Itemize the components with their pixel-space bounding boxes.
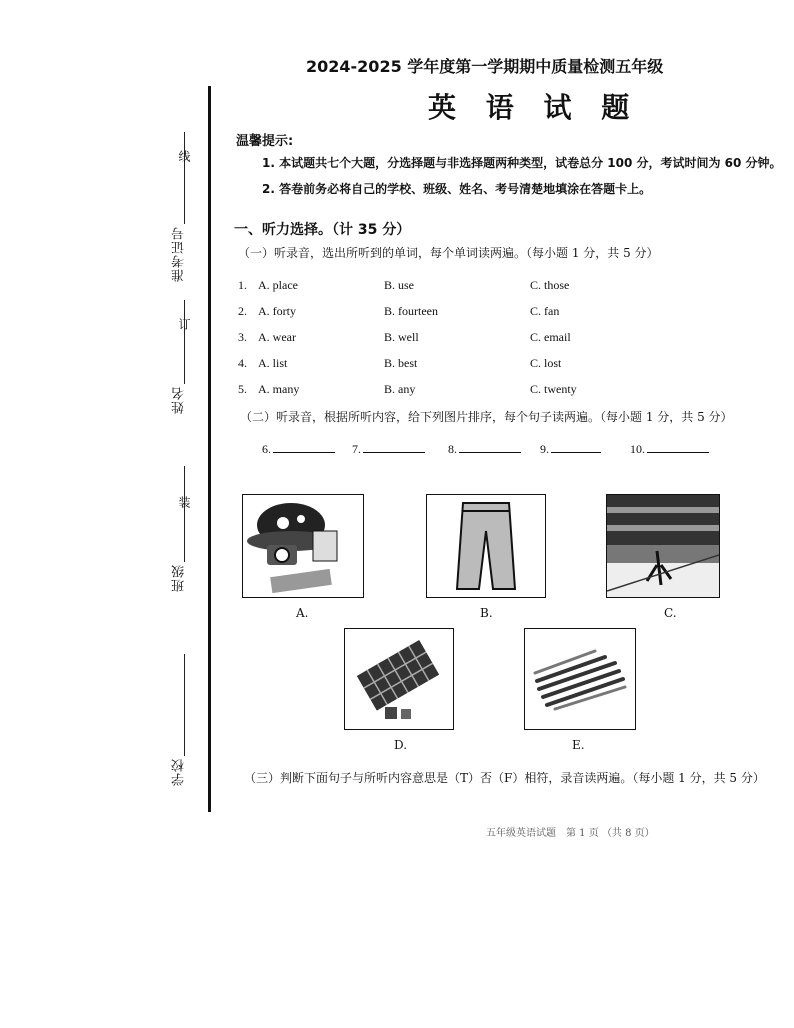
option-a: A. list — [258, 356, 288, 370]
option-b: B. any — [384, 382, 416, 396]
question-row — [238, 356, 598, 382]
tips-heading: 温馨提示: — [236, 134, 294, 149]
part3-instruction: （三）判断下面句子与所听内容意思是（T）否（F）相符，录音读两遍。（每小题 1 分，共 5 分） — [244, 771, 765, 785]
picture-c-crowd — [606, 494, 720, 598]
answer-blank-8[interactable]: 8. — [448, 442, 521, 457]
picture-d-chocolate — [344, 628, 454, 730]
option-c: C. twenty — [530, 382, 577, 396]
option-a: A. forty — [258, 304, 296, 318]
class-blank — [184, 466, 185, 562]
option-a: A. many — [258, 382, 300, 396]
hat-camera-icon — [243, 495, 363, 597]
name-blank — [184, 300, 185, 384]
question-row — [238, 382, 598, 408]
trousers-icon — [427, 495, 545, 597]
picture-e-sticks — [524, 628, 636, 730]
question-number: 2. — [238, 304, 247, 318]
option-b: B. fourteen — [384, 304, 438, 318]
picture-label-c: C. — [664, 606, 677, 620]
picture-a-hat-and-camera — [242, 494, 364, 598]
option-c: C. email — [530, 330, 571, 344]
tip-item-1: 1. 本试题共七个大题，分选择题与非选择题两种类型，试卷总分 100 分，考试时间为 60 分钟。 — [262, 156, 782, 170]
label-class: 班级 — [172, 564, 187, 592]
answer-blank-6[interactable]: 6. — [262, 442, 335, 457]
binding-line — [208, 86, 211, 812]
option-c: C. those — [530, 278, 570, 292]
option-c: C. fan — [530, 304, 560, 318]
picture-b-trousers — [426, 494, 546, 598]
option-c: C. lost — [530, 356, 562, 370]
picture-label-b: B. — [480, 606, 493, 620]
picture-label-a: A. — [296, 606, 309, 620]
exam-number-blank — [184, 132, 185, 224]
section-title: 一、听力选择。（计 35 分） — [234, 222, 411, 238]
option-b: B. best — [384, 356, 418, 370]
question-number: 4. — [238, 356, 247, 370]
part2-instruction: （二）听录音，根据所听内容，给下列图片排序，每个句子读两遍。（每小题 1 分，共 5 分） — [240, 410, 733, 424]
sticks-icon — [525, 629, 635, 729]
question-list — [238, 278, 598, 408]
school-blank — [184, 654, 185, 756]
picture-label-e: E. — [572, 738, 585, 752]
option-b: B. well — [384, 330, 419, 344]
question-row — [238, 330, 598, 356]
option-a: A. wear — [258, 330, 296, 344]
label-exam-number: 准考证号 — [172, 226, 187, 282]
answer-blank-7[interactable]: 7. — [352, 442, 425, 457]
option-a: A. place — [258, 278, 298, 292]
mark-bind: 订 — [177, 318, 191, 330]
label-name: 姓名 — [172, 386, 187, 414]
crowd-icon — [607, 495, 719, 597]
part1-instruction: （一）听录音，选出所听到的单词，每个单词读两遍。（每小题 1 分，共 5 分） — [238, 246, 659, 260]
question-row — [238, 278, 598, 304]
label-school: 学校 — [172, 758, 187, 786]
option-b: B. use — [384, 278, 414, 292]
mark-line: 线 — [177, 150, 191, 162]
picture-label-d: D. — [394, 738, 408, 752]
mark-pack: 装 — [177, 496, 191, 508]
page-footer: 五年级英语试题 第 1 页 （共 8 页） — [486, 828, 655, 839]
question-number: 1. — [238, 278, 247, 292]
answer-blank-10[interactable]: 10. — [630, 442, 709, 457]
answer-blank-9[interactable]: 9. — [540, 442, 601, 457]
question-row — [238, 304, 598, 330]
exam-subtitle: 2024-2025 学年度第一学期期中质量检测五年级 — [306, 57, 664, 76]
exam-title: 英 语 试 题 — [428, 91, 640, 124]
question-number: 5. — [238, 382, 247, 396]
tip-item-2: 2. 答卷前务必将自己的学校、班级、姓名、考号清楚地填涂在答题卡上。 — [262, 182, 652, 196]
chocolate-icon — [345, 629, 453, 729]
question-number: 3. — [238, 330, 247, 344]
